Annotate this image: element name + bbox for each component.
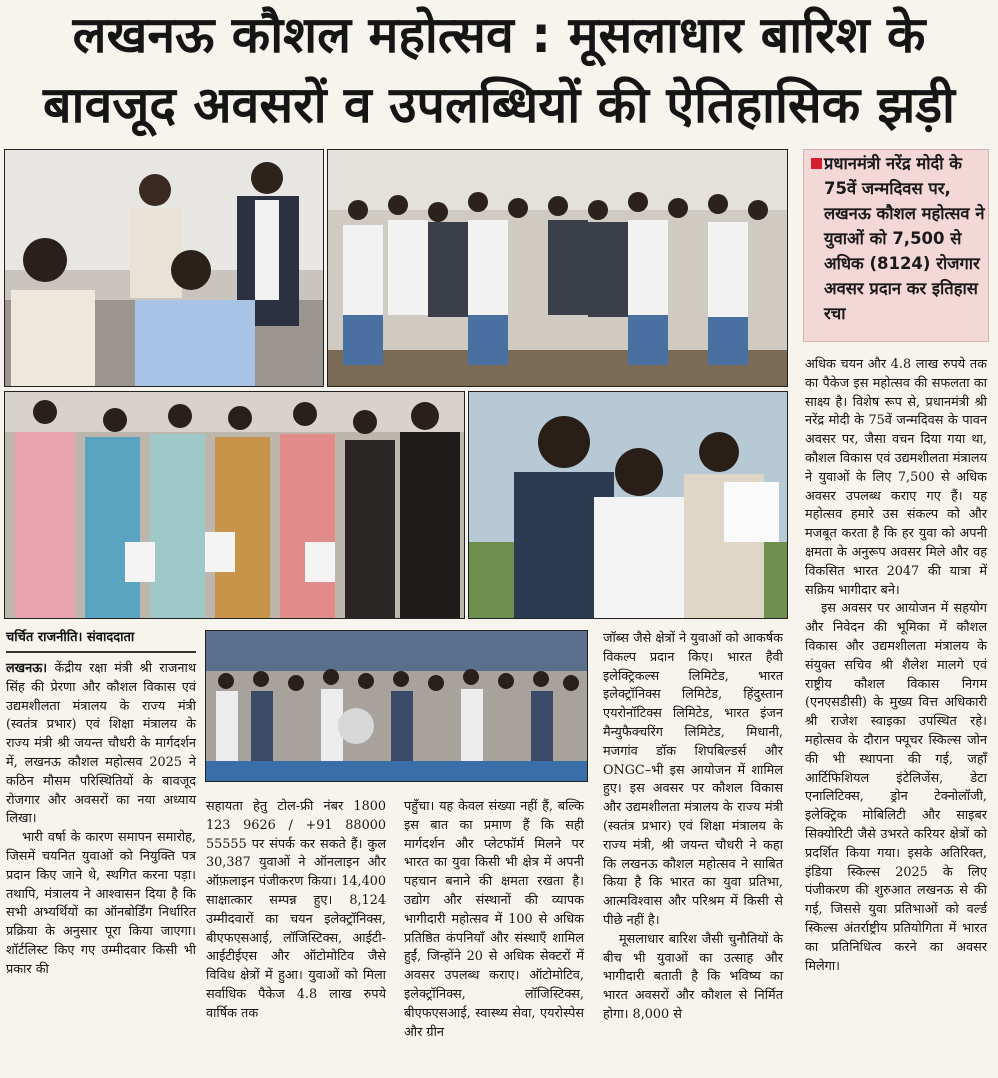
photo-officials (4, 149, 324, 387)
article-column-1 (6, 660, 196, 980)
article-column-4 (603, 630, 783, 1025)
article-paragraph: पहुँचा। यह केवल संख्या नहीं हैं, बल्कि इस बात का प्रमाण हैं कि सही मार्गदर्शन और प्लेटफॉर्म मिलने पर भारत का युवा किसी भी क्षेत्र में अपनी पहचान बनाने की क्षमता रखता है। उद्योग और संस्थानों की व्यापक भागीदारी महोत्सव में 100 से अधिक प्रतिष्ठित कंपनियाँ और संस्थाएँ शामिल हुईं, जिन्होंने 20 से अधिक सेक्टरों में अवसर उपलब्ध कराए। ऑटोमोटिव, इलेक्ट्रॉनिक्स, लॉजिस्टिक्स, बीएफएसआई, स्वास्थ्य सेवा, एयरोस्पेस और ग्रीन (404, 799, 584, 1040)
article-paragraph: जॉब्स जैसे क्षेत्रों ने युवाओं को आकर्षक विकल्प प्रदान किए। भारत हैवी इलेक्ट्रिकल्स लिमिटेड, भारत इलेक्ट्रॉनिक्स लिमिटेड, हिंदुस्तान एयरोनॉटिक्स लिमिटेड, भारत इंजन मैन्युफैक्चरिंग लिमिटेड, मिधानी, मजगांव डॉक शिपबिल्डर्स और ONGC–भी इस आयोजन में शामिल हुए। इस अवसर पर कौशल विकास और उद्यमशीलता मंत्रालय के राज्य मंत्री (स्वतंत्र प्रभार) एवं शिक्षा मंत्रालय के राज्य मंत्री, श्री जयन्त चौधरी ने कहा कि लखनऊ कौशल महोत्सव ने साबित किया है कि भारत का युवा प्रतिभा, आत्मविश्वास और परिश्रम में किसी से पीछे नहीं है। (603, 631, 783, 928)
photo-crowd (205, 630, 588, 782)
photo-women-candidates (4, 391, 465, 619)
photo-group (327, 149, 788, 387)
dateline: लखनऊ। (6, 661, 48, 676)
article-column-5 (805, 356, 987, 976)
article-paragraph: मूसलाधार बारिश जैसी चुनौतियों के बीच भी युवाओं का उत्साह और भागीदारी बताती है कि भविष्य का भारत अवसरों और कौशल से निर्मित होगा। 8,000 से (603, 931, 783, 1022)
byline: चर्चित राजनीति। संवाददाता (6, 627, 196, 653)
photo-young-men (468, 391, 788, 619)
article-paragraph: अधिक चयन और 4.8 लाख रुपये तक का पैकेज इस महोत्सव की सफलता का साक्ष्य है। विशेष रूप से, प्रधानमंत्री श्री नरेंद्र मोदी के 75वें जन्मदिवस के पावन अवसर पर, जैसा वचन दिया गया था, कौशल विकास एवं उद्यमशीलता मंत्रालय ने युवाओं के लिए 7,500 से अधिक अवसर उपलब्ध कराए गए हैं। यह महोत्सव हमारे उस संकल्प को और मजबूत करता है कि हर युवा को अपनी क्षमता के अनुरूप अवसर मिले और वह विकसित भारत 2047 की यात्रा में सक्रिय भागीदार बने। (805, 357, 987, 598)
headline-line-2: बावजूद अवसरों व उपलब्धियों की ऐतिहासिक झड़ी (42, 76, 956, 134)
callout-bullet-icon (811, 158, 822, 169)
article-paragraph: सहायता हेतु टोल-फ्री नंबर 1800 123 9626 / +91 88000 55555 पर संपर्क कर सकते हैं। कुल 30,387 युवाओं ने ऑनलाइन और ऑफ़लाइन पंजीकरण किया। 14,400 साक्षात्कार सम्पन्न हुए। 8,124 उम्मीदवारों का चयन इलेक्ट्रॉनिक्स, बीएफएसआई, लॉजिस्टिक्स, आईटी-आईटीईएस और ऑटोमोटिव जैसे विविध क्षेत्रों में हुआ। युवाओं को मिला सर्वाधिक पैकेज 4.8 लाख रुपये वार्षिक तक (206, 799, 386, 1021)
article-paragraph: इस अवसर पर आयोजन में सहयोग और निवेदन की भूमिका में कौशल विकास और उद्यमशीलता मंत्रालय के संयुक्त सचिव श्री शैलेश मालगे एवं राष्ट्रीय कौशल विकास निगम (एनएसडीसी) के मुख्य वित्त अधिकारी श्री राजेश स्वाइका उपस्थित रहे। महोत्सव के दौरान फ्यूचर स्किल्स जोन की भी स्थापना की गई, जहाँ आर्टिफिशियल इंटेलिजेंस, डेटा एनालिटिक्स, ड्रोन टेक्नोलॉजी, इलेक्ट्रिक मोबिलिटी और साइबर सिक्योरिटी जैसे उभरते करियर क्षेत्रों को प्रदर्शित किया गया। इसके अतिरिक्त, इंडिया स्किल्स 2025 के लिए पंजीकरण की शुरुआत लखनऊ से की गई, जिससे युवा प्रतिभाओं को वर्ल्ड स्किल्स अंतर्राष्ट्रीय प्रतियोगिता में भारत का प्रतिनिधित्व करने का अवसर मिलेगा। (805, 601, 987, 974)
article-paragraph: केंद्रीय रक्षा मंत्री श्री राजनाथ सिंह की प्रेरणा और कौशल विकास एवं उद्यमशीलता मंत्रालय के राज्य मंत्री (स्वतंत्र प्रभार) एवं शिक्षा मंत्रालय के राज्य मंत्री श्री जयन्त चौधरी के मार्गदर्शन में, लखनऊ कौशल महोत्सव 2025 ने कठिन मौसम परिस्थितियों के बावजूद रोजगार और अवसरों का नया अध्याय लिखा। (6, 661, 196, 827)
headline-line-1: लखनऊ कौशल महोत्सव : मूसलाधार बारिश के (72, 6, 926, 64)
headline (0, 0, 998, 146)
article-paragraph: भारी वर्षा के कारण समापन समारोह, जिसमें चयनित युवाओं को नियुक्ति पत्र प्रदान किए जाने थे, स्थगित करना पड़ा। तथापि, मंत्रालय ने आश्वासन दिया है कि सभी अभ्यर्थियों का ऑनबोर्डिंग निर्धारित प्रक्रिया के अनुसार पूरा किया जाएगा। शॉर्टलिस्ट किए गए उम्मीदवार किसी भी प्रकार की (6, 830, 196, 977)
highlight-callout (803, 149, 989, 342)
article-column-3 (404, 798, 584, 1042)
article-column-2 (206, 798, 386, 1024)
callout-text: प्रधानमंत्री नरेंद्र मोदी के 75वें जन्मदिवस पर, लखनऊ कौशल महोत्सव ने युवाओं को 7,500 से अधिक (8124) रोजगार अवसर प्रदान कर इतिहास रचा (824, 154, 985, 323)
